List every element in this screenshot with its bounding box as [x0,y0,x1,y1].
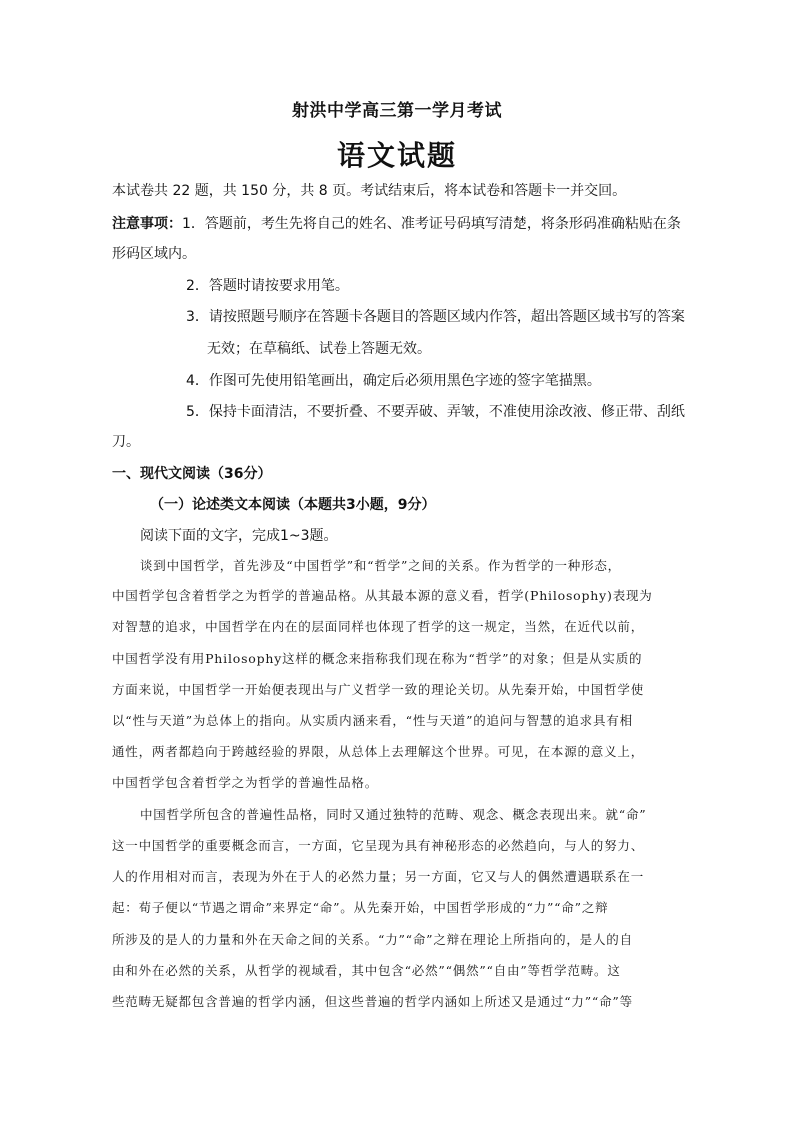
notes-label: 注意事项： [112,216,182,232]
passage-line: 中国哲学没有用Philosophy这样的概念来指称我们现在称为“哲学”的对象；但是从实质的 [112,651,643,666]
note-item-3-line-2: 无效；在草稿纸、试卷上答题无效。 [207,341,431,357]
passage-line: 中国哲学所包含的普遍性品格，同时又通过独特的范畴、观念、概念表现出来。就“命” [140,807,647,822]
passage-line: 这一中国哲学的重要概念而言，一方面，它呈现为具有神秘形态的必然趋向，与人的努力、 [112,838,645,853]
note-item-1-line-1: 1．答题前，考生先将自己的姓名、准考证号码填写清楚，将条形码准确粘贴在条 [182,216,681,232]
section-1-heading: 一、现代文阅读（36分） [112,466,272,482]
note-item-5-line-2: 刀。 [112,434,140,450]
note-item-3-line-1: 3．请按照题号顺序在答题卡各题目的答题区域内作答，超出答题区域书写的答案 [186,309,685,325]
exam-intro: 本试卷共 22 题，共 150 分，共 8 页。考试结束后，将本试卷和答题卡一并交回。 [112,183,627,199]
passage-line: 所涉及的是人的力量和外在天命之间的关系。“力”“命”之辩在理论上所指向的，是人的自 [112,932,633,947]
passage-line: 由和外在必然的关系，从哲学的视域看，其中包含“必然”“偶然”“自由”等哲学范畴。这 [112,963,621,978]
passage-line: 中国哲学包含着哲学之为哲学的普遍品格。从其最本源的意义看，哲学(Philosophy)表现为 [112,588,653,603]
faint-watermark [612,761,621,786]
passage-line: 中国哲学包含着哲学之为哲学的普遍性品格。 [112,775,379,790]
passage-line: 以“性与天道”为总体上的指向。从实质内涵来看，“性与天道”的追问与智慧的追求具有相 [112,713,633,728]
exam-subject-title: 语文试题 [336,139,457,172]
exam-header-title: 射洪中学高三第一学月考试 [292,101,502,121]
note-item-2: 2．答题时请按要求用笔。 [186,278,349,294]
note-item-4: 4．作图可先使用铅笔画出，确定后必须用黑色字迹的签字笔描黑。 [186,373,601,389]
section-1-instruction: 阅读下面的文字，完成1~3题。 [140,528,338,544]
note-item-5-line-1: 5．保持卡面清洁，不要折叠、不要弄破、弄皱，不准使用涂改液、修正带、刮纸 [186,404,685,420]
passage-line: 些范畴无疑都包含普遍的哲学内涵，但这些普遍的哲学内涵如上所述又是通过“力”“命”等 [112,994,633,1009]
passage-line: 对智慧的追求，中国哲学在内在的层面同样也体现了哲学的这一规定，当然，在近代以前， [112,619,645,634]
passage-line: 方面来说，中国哲学一开始便表现出与广义哲学一致的理论关切。从先秦开始，中国哲学使 [112,682,645,697]
note-item-1-line-2: 形码区域内。 [112,246,196,262]
notes-first-line [112,213,681,233]
passage-line: 起：荀子便以“节遇之谓命”来界定“命”。从先秦开始，中国哲学形成的“力”“命”之辩 [112,900,609,915]
passage-line: 谈到中国哲学，首先涉及“中国哲学”和“哲学”之间的关系。作为哲学的一种形态， [140,558,621,573]
passage-line: 人的作用相对而言，表现为外在于人的必然力量；另一方面，它又与人的偶然遭遇联系在一 [112,869,645,884]
passage-line: 通性，两者都趋向于跨越经验的界限，从总体上去理解这个世界。可见，在本源的意义上， [112,744,645,759]
section-1-subheading: （一）论述类文本阅读（本题共3小题，9分） [150,497,436,513]
